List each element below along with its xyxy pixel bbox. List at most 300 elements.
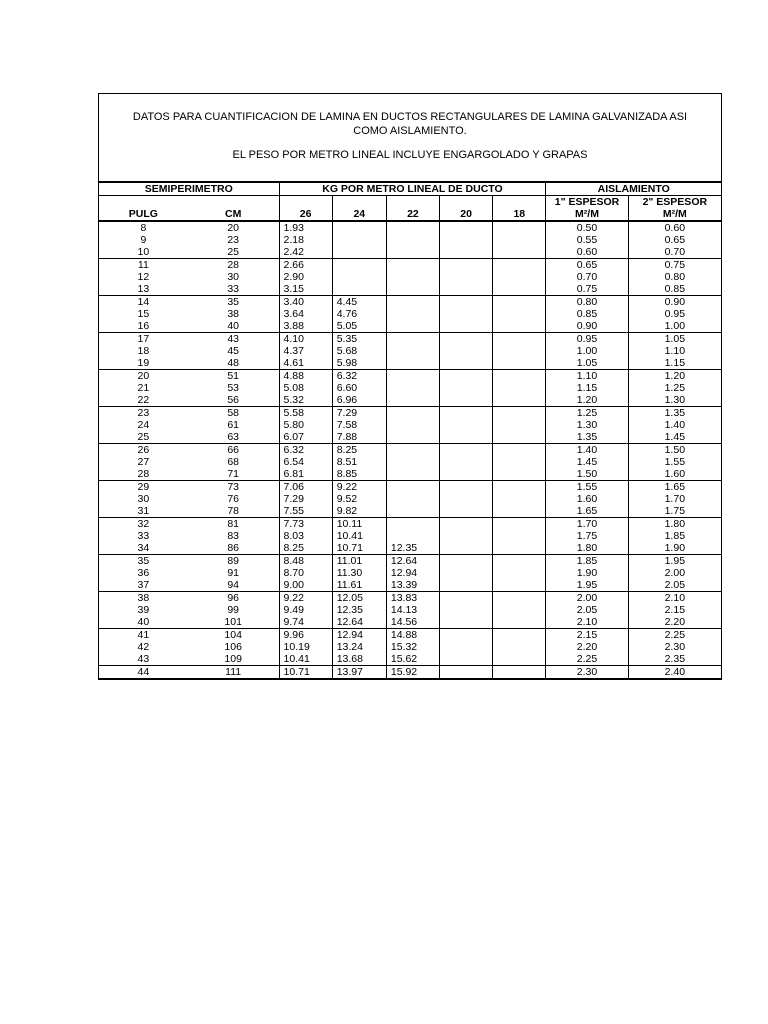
cell-kg-22	[386, 419, 439, 431]
cell-kg-22	[386, 407, 439, 420]
cell-kg-24	[332, 246, 386, 259]
cell-kg-26: 5.58	[279, 407, 332, 420]
table-row	[99, 456, 722, 468]
cell-espesor-1: 2.20	[546, 641, 628, 653]
cell-espesor-2: 0.75	[628, 259, 721, 272]
cell-kg-22	[386, 259, 439, 272]
table-row	[99, 296, 722, 309]
cell-kg-18	[493, 468, 546, 481]
cell-pulg: 37	[99, 579, 188, 592]
cell-kg-20	[440, 407, 493, 420]
cell-pulg: 8	[99, 221, 188, 234]
cell-kg-24: 4.76	[332, 308, 386, 320]
cell-cm: 48	[227, 357, 239, 369]
cell-espesor-1: 1.20	[546, 394, 628, 407]
cell-kg-26: 4.61	[279, 357, 332, 370]
cell-kg-24: 12.35	[332, 604, 386, 616]
cell-kg-26: 4.88	[279, 370, 332, 383]
cell-pulg: 30	[99, 493, 188, 505]
cell-espesor-2: 1.85	[628, 530, 721, 542]
cell-espesor-1: 1.45	[546, 456, 628, 468]
cell-cm: 104	[188, 629, 279, 642]
table-row	[99, 333, 722, 346]
cell-kg-26: 7.55	[279, 505, 332, 518]
cell-espesor-1: 1.05	[546, 357, 628, 370]
cell-kg-18	[493, 345, 546, 357]
col-header-espesor-2-title: 2" ESPESOR	[642, 196, 708, 208]
cell-kg-26: 8.03	[279, 530, 332, 542]
cell-kg-22	[386, 382, 439, 394]
cell-kg-26: 6.07	[279, 431, 332, 444]
cell-kg-20	[440, 616, 493, 629]
cell-kg-22: 15.32	[386, 641, 439, 653]
cell-kg-18	[493, 481, 546, 494]
col-header-espesor-1-unit: M²/M	[575, 208, 599, 220]
cell-pulg: 20	[99, 370, 188, 383]
cell-pulg: 16	[99, 320, 188, 333]
cell-kg-24: 11.01	[332, 555, 386, 568]
cell-kg-22	[386, 505, 439, 518]
cell-cm: 43	[188, 333, 279, 346]
cell-cm: 68	[227, 456, 239, 468]
table-row	[99, 382, 722, 394]
cell-espesor-2: 2.25	[628, 629, 721, 642]
table-row	[99, 246, 722, 259]
cell-pulg: 38	[99, 592, 188, 605]
cell-cm: 86	[227, 542, 239, 554]
cell-kg-18	[493, 308, 546, 320]
cell-kg-22	[386, 444, 439, 457]
header-note: EL PESO POR METRO LINEAL INCLUYE ENGARGOLADO Y GRAPAS	[232, 149, 588, 161]
document-sheet	[98, 93, 722, 680]
cell-espesor-1: 1.80	[546, 542, 628, 555]
cell-kg-20	[440, 419, 493, 431]
cell-kg-24: 9.52	[332, 493, 386, 505]
cell-espesor-1: 0.60	[546, 246, 628, 259]
cell-kg-24	[332, 234, 386, 246]
cell-kg-26: 9.49	[279, 604, 332, 616]
cell-espesor-1: 2.25	[546, 653, 628, 666]
cell-espesor-2: 1.80	[628, 518, 721, 531]
cell-espesor-2: 2.10	[628, 592, 721, 605]
cell-kg-20	[440, 555, 493, 568]
cell-kg-26: 6.32	[279, 444, 332, 457]
cell-kg-20	[440, 493, 493, 505]
cell-espesor-2: 0.60	[628, 221, 721, 234]
col-header-22: 22	[386, 196, 439, 222]
cell-espesor-2: 0.95	[628, 308, 721, 320]
cell-pulg: 18	[99, 345, 188, 357]
cell-kg-18	[493, 444, 546, 457]
cell-pulg: 31	[99, 505, 188, 518]
cell-espesor-2: 1.35	[628, 407, 721, 420]
cell-espesor-1: 2.10	[546, 616, 628, 629]
cell-kg-26: 7.73	[279, 518, 332, 531]
cell-pulg: 15	[99, 308, 188, 320]
cell-kg-26: 3.88	[279, 320, 332, 333]
cell-kg-26: 10.19	[279, 641, 332, 653]
cell-cm: 51	[188, 370, 279, 383]
cell-kg-20	[440, 567, 493, 579]
cell-kg-20	[440, 345, 493, 357]
cell-espesor-2: 1.60	[628, 468, 721, 481]
cell-espesor-1: 0.90	[546, 320, 628, 333]
cell-espesor-1: 2.15	[546, 629, 628, 642]
cell-kg-18	[493, 333, 546, 346]
cell-kg-22	[386, 320, 439, 333]
col-header-espesor-1-title: 1" ESPESOR	[554, 196, 620, 208]
cell-kg-22: 13.39	[386, 579, 439, 592]
cell-kg-22: 14.56	[386, 616, 439, 629]
cell-kg-24: 7.88	[332, 431, 386, 444]
cell-cm: 66	[188, 444, 279, 457]
cell-kg-20	[440, 394, 493, 407]
cell-espesor-2: 1.30	[628, 394, 721, 407]
cell-kg-20	[440, 456, 493, 468]
table-row	[99, 616, 722, 629]
table-row	[99, 505, 722, 518]
cell-kg-24: 13.24	[332, 641, 386, 653]
cell-kg-22	[386, 246, 439, 259]
cell-kg-20	[440, 357, 493, 370]
col-header-26: 26	[279, 196, 332, 222]
cell-kg-20	[440, 468, 493, 481]
cell-espesor-2: 1.55	[628, 456, 721, 468]
cell-espesor-2: 2.35	[628, 653, 721, 666]
cell-kg-22	[386, 468, 439, 481]
cell-kg-24: 12.05	[332, 592, 386, 605]
cell-kg-26: 8.48	[279, 555, 332, 568]
cell-kg-18	[493, 357, 546, 370]
table-row	[99, 394, 722, 407]
cell-kg-24: 8.25	[332, 444, 386, 457]
cell-espesor-1: 1.95	[546, 579, 628, 592]
cell-kg-22	[386, 530, 439, 542]
cell-kg-24: 10.71	[332, 542, 386, 555]
cell-cm: 53	[227, 382, 239, 394]
cell-espesor-1: 1.90	[546, 567, 628, 579]
cell-kg-24: 12.94	[332, 629, 386, 642]
cell-pulg: 35	[99, 555, 188, 568]
cell-pulg: 34	[99, 542, 188, 555]
cell-kg-20	[440, 629, 493, 642]
cell-kg-18	[493, 666, 546, 680]
table-row	[99, 530, 722, 542]
cell-cm: 35	[188, 296, 279, 309]
cell-kg-24: 13.97	[332, 666, 386, 680]
cell-cm: 91	[227, 567, 239, 579]
cell-kg-22: 14.88	[386, 629, 439, 642]
cell-kg-18	[493, 246, 546, 259]
cell-pulg: 23	[99, 407, 188, 420]
cell-kg-22: 12.94	[386, 567, 439, 579]
cell-kg-22	[386, 283, 439, 296]
cell-kg-26: 3.64	[279, 308, 332, 320]
cell-espesor-2: 2.05	[628, 579, 721, 592]
table-row	[99, 419, 722, 431]
cell-kg-18	[493, 567, 546, 579]
cell-kg-18	[493, 505, 546, 518]
cell-kg-22	[386, 370, 439, 383]
cell-espesor-1: 1.60	[546, 493, 628, 505]
table-row	[99, 468, 722, 481]
cell-espesor-2: 1.20	[628, 370, 721, 383]
cell-cm: 71	[227, 468, 239, 480]
cell-pulg: 10	[99, 246, 188, 259]
cell-pulg: 26	[99, 444, 188, 457]
cell-kg-22: 12.35	[386, 542, 439, 555]
cell-kg-20	[440, 320, 493, 333]
cell-pulg: 42	[99, 641, 188, 653]
cell-kg-22: 13.83	[386, 592, 439, 605]
cell-pulg: 21	[99, 382, 188, 394]
cell-kg-18	[493, 234, 546, 246]
cell-espesor-2: 1.75	[628, 505, 721, 518]
cell-kg-18	[493, 592, 546, 605]
cell-kg-24: 12.64	[332, 616, 386, 629]
cell-espesor-2: 2.15	[628, 604, 721, 616]
table-row	[99, 221, 722, 234]
cell-kg-18	[493, 456, 546, 468]
cell-espesor-2: 0.80	[628, 271, 721, 283]
table-row	[99, 259, 722, 272]
cell-kg-20	[440, 666, 493, 680]
cell-kg-18	[493, 407, 546, 420]
cell-cm: 56	[227, 394, 239, 406]
cell-kg-24: 9.82	[332, 505, 386, 518]
cell-kg-26: 5.80	[279, 419, 332, 431]
cell-pulg: 40	[99, 616, 188, 629]
cell-espesor-1: 0.50	[546, 221, 628, 234]
cell-kg-24: 6.96	[332, 394, 386, 407]
cell-kg-22	[386, 296, 439, 309]
cell-kg-20	[440, 579, 493, 592]
table-row	[99, 283, 722, 296]
cell-kg-18	[493, 296, 546, 309]
cell-kg-26: 7.29	[279, 493, 332, 505]
cell-pulg: 44	[99, 666, 188, 680]
cell-kg-26: 2.66	[279, 259, 332, 272]
col-group-kg: KG POR METRO LINEAL DE DUCTO	[279, 182, 546, 196]
cell-cm: 106	[224, 641, 242, 653]
table-body	[99, 221, 722, 679]
table-row	[99, 567, 722, 579]
cell-espesor-1: 1.70	[546, 518, 628, 531]
cell-espesor-1: 1.55	[546, 481, 628, 494]
cell-kg-22	[386, 271, 439, 283]
cell-kg-24: 10.41	[332, 530, 386, 542]
cell-kg-18	[493, 259, 546, 272]
cell-pulg: 32	[99, 518, 188, 531]
table-row	[99, 629, 722, 642]
cell-kg-24	[332, 221, 386, 234]
cell-espesor-1: 1.75	[546, 530, 628, 542]
cell-espesor-2: 1.00	[628, 320, 721, 333]
cell-kg-24: 13.68	[332, 653, 386, 666]
cell-espesor-2: 2.20	[628, 616, 721, 629]
cell-kg-24: 9.22	[332, 481, 386, 494]
cell-espesor-2: 1.40	[628, 419, 721, 431]
cell-kg-24	[332, 283, 386, 296]
cell-espesor-2: 1.65	[628, 481, 721, 494]
col-group-aislamiento: AISLAMIENTO	[546, 182, 722, 196]
cell-pulg: 9	[99, 234, 188, 246]
cell-kg-26: 2.42	[279, 246, 332, 259]
cell-pulg: 28	[99, 468, 188, 481]
col-header-espesor-2-unit: M²/M	[662, 208, 687, 220]
cell-cm: 30	[227, 271, 239, 283]
cell-kg-24	[332, 259, 386, 272]
cell-pulg: 11	[99, 259, 188, 272]
cell-espesor-1: 1.35	[546, 431, 628, 444]
cell-espesor-2: 0.65	[628, 234, 721, 246]
cell-kg-26: 10.41	[279, 653, 332, 666]
col-header-18: 18	[493, 196, 546, 222]
cell-kg-26: 9.74	[279, 616, 332, 629]
cell-cm: 73	[188, 481, 279, 494]
duct-data-table	[98, 181, 722, 680]
cell-cm: 63	[227, 431, 239, 443]
cell-espesor-1: 0.70	[546, 271, 628, 283]
cell-kg-20	[440, 444, 493, 457]
cell-espesor-2: 1.25	[628, 382, 721, 394]
table-row	[99, 370, 722, 383]
cell-kg-20	[440, 542, 493, 555]
cell-pulg: 33	[99, 530, 188, 542]
cell-cm: 25	[227, 246, 239, 258]
cell-espesor-2: 2.40	[628, 666, 721, 680]
cell-kg-20	[440, 481, 493, 494]
table-row	[99, 320, 722, 333]
col-header-pulg: PULG	[99, 196, 188, 222]
cell-kg-18	[493, 629, 546, 642]
cell-cm: 94	[227, 579, 239, 591]
cell-kg-24: 8.85	[332, 468, 386, 481]
cell-kg-22: 15.62	[386, 653, 439, 666]
cell-kg-24: 7.58	[332, 419, 386, 431]
cell-kg-18	[493, 394, 546, 407]
cell-kg-26: 8.70	[279, 567, 332, 579]
col-header-20: 20	[440, 196, 493, 222]
cell-cm: 45	[227, 345, 239, 357]
document-header	[98, 93, 722, 181]
table-row	[99, 579, 722, 592]
cell-espesor-2: 2.30	[628, 641, 721, 653]
cell-pulg: 43	[99, 653, 188, 666]
cell-espesor-1: 1.25	[546, 407, 628, 420]
cell-pulg: 24	[99, 419, 188, 431]
cell-kg-24: 8.51	[332, 456, 386, 468]
cell-kg-18	[493, 320, 546, 333]
cell-kg-20	[440, 653, 493, 666]
cell-kg-18	[493, 616, 546, 629]
cell-espesor-1: 2.05	[546, 604, 628, 616]
cell-cm: 58	[188, 407, 279, 420]
cell-espesor-2: 1.70	[628, 493, 721, 505]
cell-kg-20	[440, 296, 493, 309]
cell-kg-18	[493, 493, 546, 505]
cell-espesor-1: 0.55	[546, 234, 628, 246]
cell-pulg: 27	[99, 456, 188, 468]
table-row	[99, 666, 722, 680]
cell-kg-26: 8.25	[279, 542, 332, 555]
cell-kg-22	[386, 456, 439, 468]
cell-cm: 76	[227, 493, 239, 505]
cell-kg-26: 4.37	[279, 345, 332, 357]
table-row	[99, 518, 722, 531]
cell-cm: 40	[227, 320, 239, 332]
cell-espesor-2: 1.45	[628, 431, 721, 444]
cell-kg-20	[440, 382, 493, 394]
table-row	[99, 592, 722, 605]
cell-kg-20	[440, 592, 493, 605]
cell-espesor-1: 1.00	[546, 345, 628, 357]
cell-cm: 23	[227, 234, 239, 246]
cell-kg-18	[493, 382, 546, 394]
cell-cm: 81	[188, 518, 279, 531]
cell-espesor-2: 1.50	[628, 444, 721, 457]
cell-kg-20	[440, 271, 493, 283]
cell-kg-18	[493, 530, 546, 542]
cell-kg-26: 5.08	[279, 382, 332, 394]
cell-kg-22	[386, 431, 439, 444]
cell-kg-20	[440, 431, 493, 444]
cell-espesor-1: 1.40	[546, 444, 628, 457]
cell-kg-18	[493, 370, 546, 383]
cell-kg-22: 12.64	[386, 555, 439, 568]
cell-cm: 28	[188, 259, 279, 272]
table-row	[99, 481, 722, 494]
cell-pulg: 29	[99, 481, 188, 494]
cell-pulg: 13	[99, 283, 188, 296]
cell-kg-20	[440, 283, 493, 296]
cell-pulg: 39	[99, 604, 188, 616]
cell-kg-24: 11.30	[332, 567, 386, 579]
cell-kg-26: 10.71	[279, 666, 332, 680]
cell-kg-26: 2.18	[279, 234, 332, 246]
cell-kg-26: 6.54	[279, 456, 332, 468]
cell-kg-22: 15.92	[386, 666, 439, 680]
col-header-24: 24	[332, 196, 386, 222]
cell-espesor-1: 0.95	[546, 333, 628, 346]
col-header-cm: CM	[188, 196, 279, 222]
cell-kg-18	[493, 518, 546, 531]
cell-pulg: 12	[99, 271, 188, 283]
cell-kg-26: 3.40	[279, 296, 332, 309]
cell-espesor-1: 0.65	[546, 259, 628, 272]
cell-espesor-1: 1.15	[546, 382, 628, 394]
cell-kg-20	[440, 530, 493, 542]
cell-cm: 38	[227, 308, 239, 320]
cell-espesor-2: 1.10	[628, 345, 721, 357]
cell-kg-18	[493, 653, 546, 666]
cell-kg-26: 9.22	[279, 592, 332, 605]
cell-kg-18	[493, 221, 546, 234]
cell-kg-22	[386, 221, 439, 234]
cell-kg-20	[440, 505, 493, 518]
cell-kg-18	[493, 283, 546, 296]
cell-kg-20	[440, 370, 493, 383]
cell-cm: 101	[224, 616, 242, 628]
cell-pulg: 25	[99, 431, 188, 444]
cell-kg-24: 10.11	[332, 518, 386, 531]
cell-kg-26: 1.93	[279, 221, 332, 234]
cell-pulg: 19	[99, 357, 188, 370]
cell-cm: 96	[188, 592, 279, 605]
header-title-line-1: DATOS PARA CUANTIFICACION DE LAMINA EN DUCTOS RECTANGULARES DE LAMINA GALVANIZADA ASI	[132, 111, 688, 123]
cell-kg-18	[493, 604, 546, 616]
table-row	[99, 493, 722, 505]
